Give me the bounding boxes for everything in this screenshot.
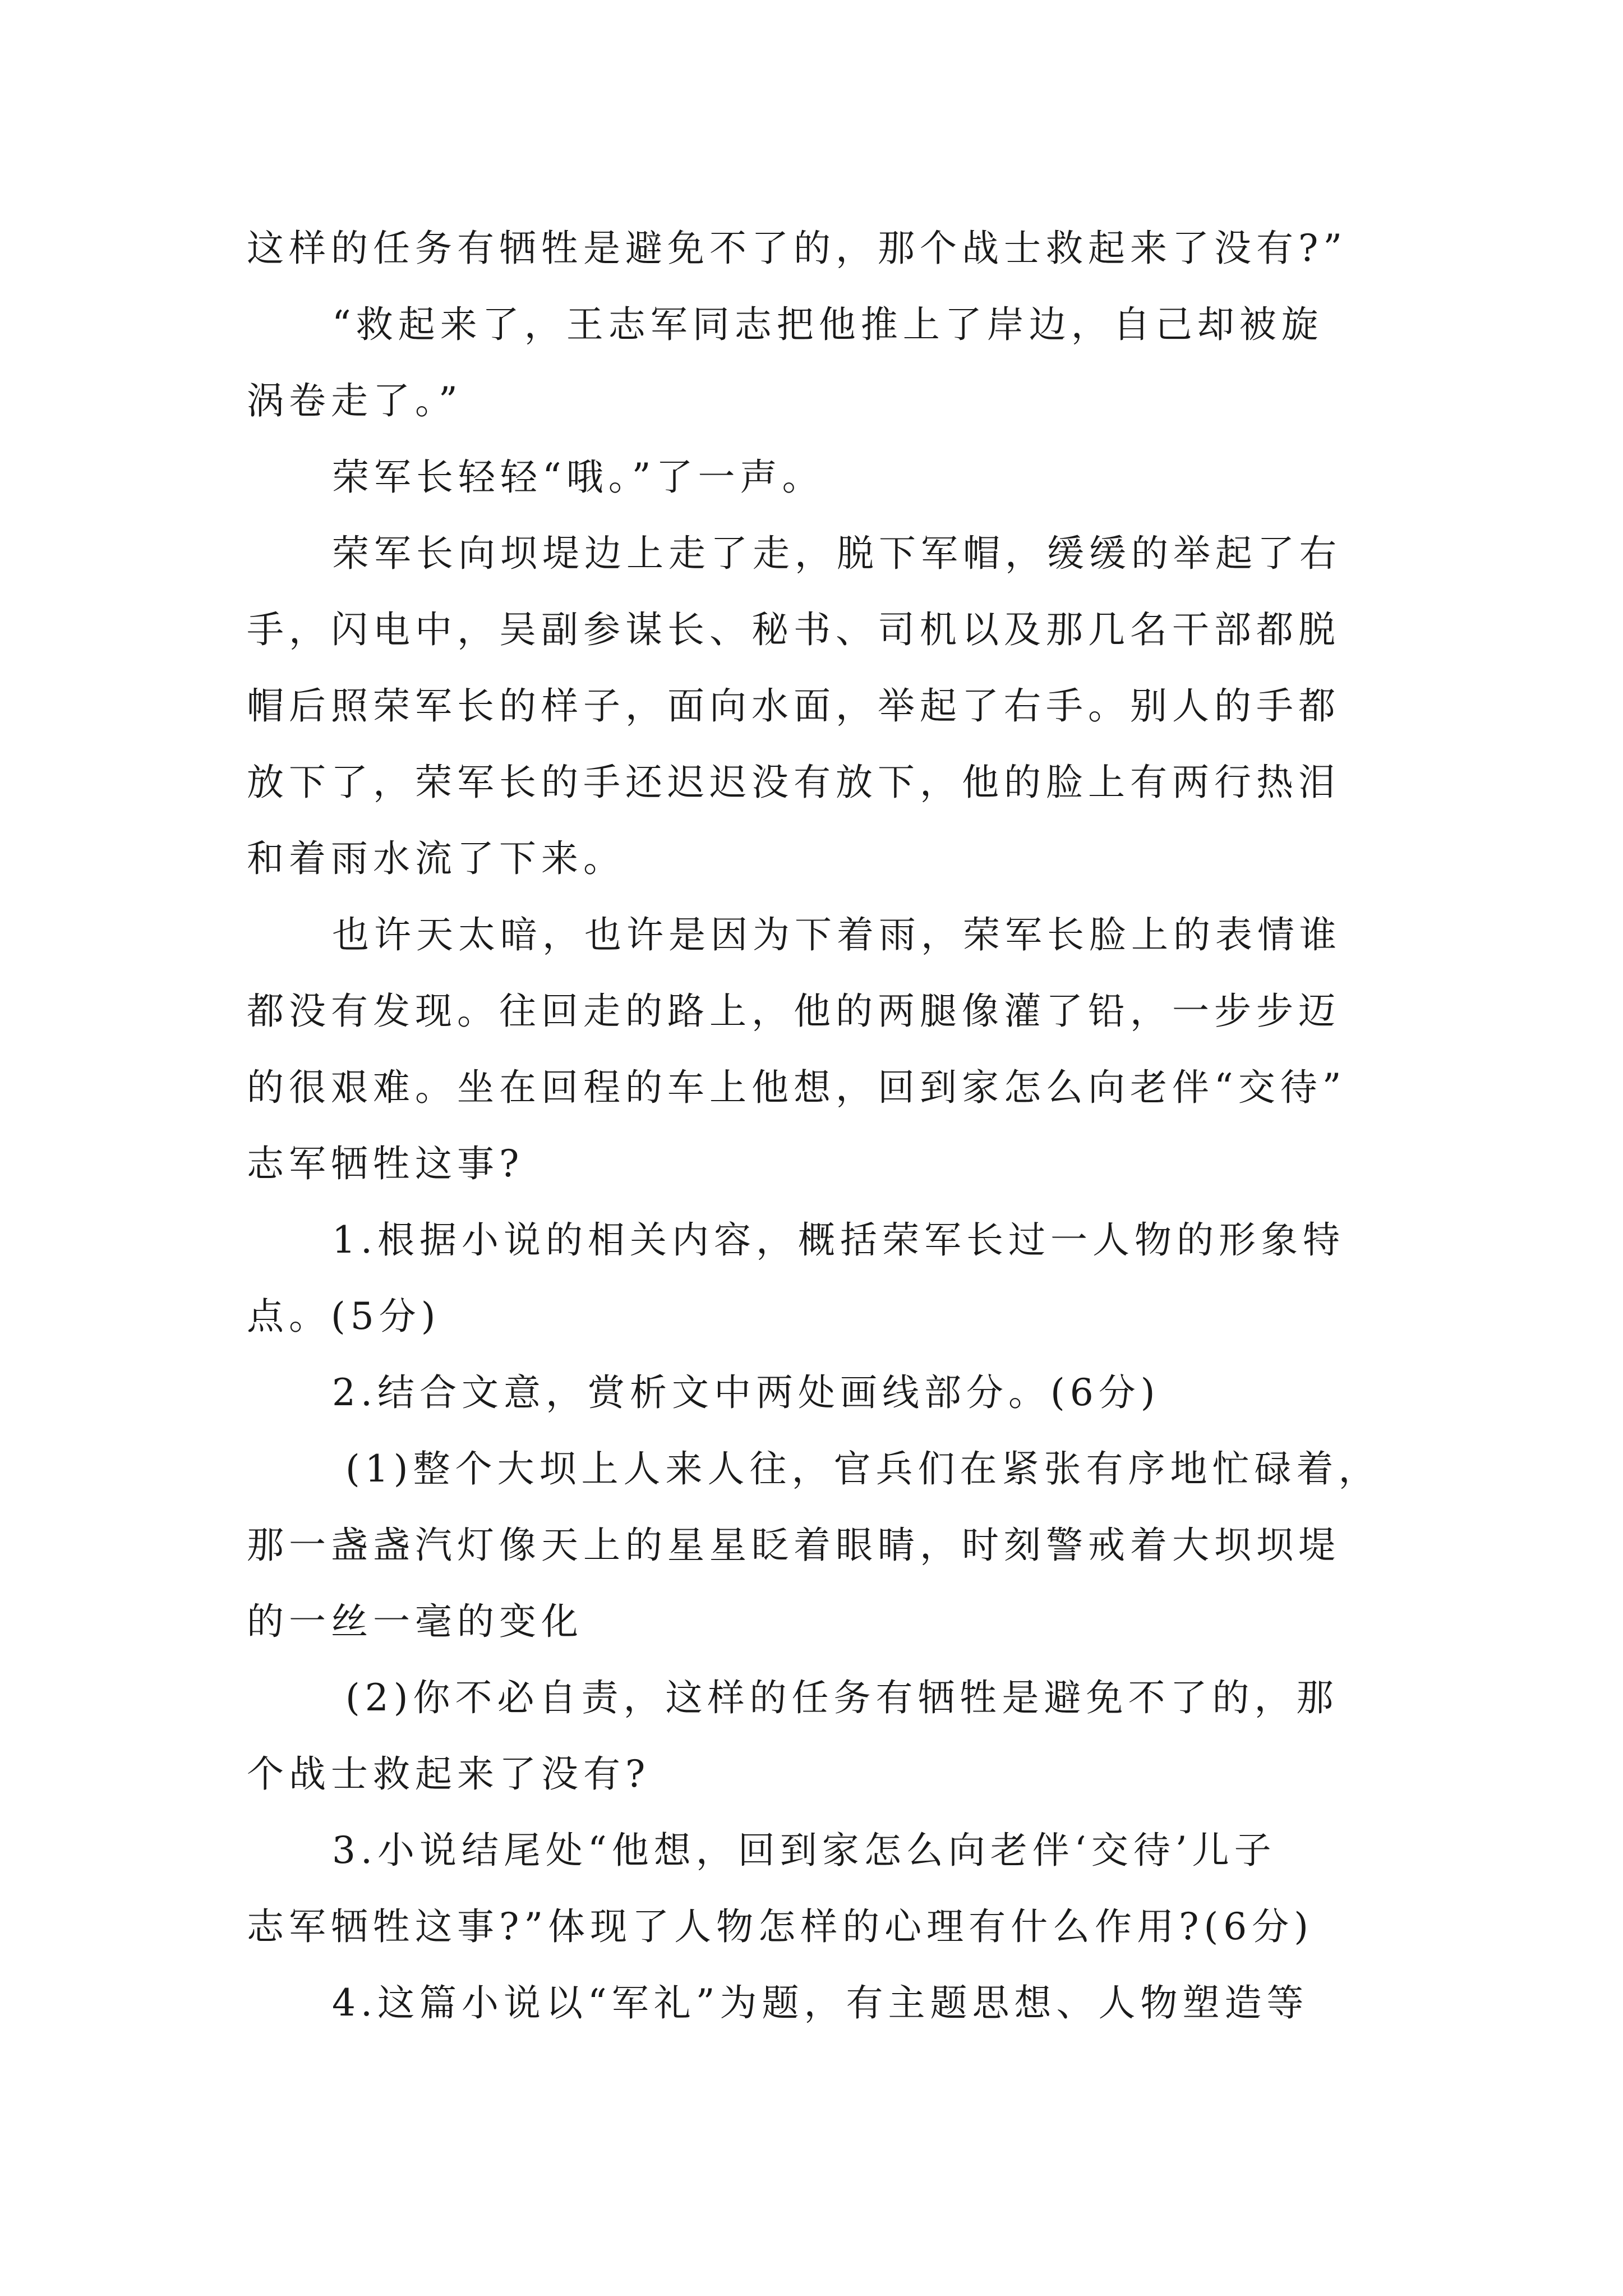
text-line: 帽后照荣军长的样子，面向水面，举起了右手。别人的手都 <box>247 684 1340 728</box>
question-2-part-2: (2)你不必自责，这样的任务有牺牲是避免不了的，那 <box>345 1676 1339 1719</box>
text-line: 都没有发现。往回走的路上，他的两腿像灌了铅，一步步迈 <box>247 990 1340 1033</box>
text-line: 放下了，荣军长的手还迟迟没有放下，他的脸上有两行热泪 <box>247 761 1340 804</box>
text-line: 涡卷走了。” <box>247 379 463 422</box>
document-body <box>247 210 1385 2041</box>
text-line: 的一丝一毫的变化 <box>247 1600 583 1643</box>
text-line: 和着雨水流了下来。 <box>247 837 625 880</box>
text-line: 荣军长向坝堤边上走了走，脱下军帽，缓缓的举起了右 <box>332 532 1341 575</box>
text-line: 个战士救起来了没有? <box>247 1752 651 1796</box>
text-line: 这样的任务有牺牲是避免不了的，那个战士救起来了没有?” <box>247 227 1348 270</box>
question-4: 4.这篇小说以“军礼”为题，有主题思想、人物塑造等 <box>332 1981 1309 2024</box>
question-3: 3.小说结尾处“他想，回到家怎么向老伴‘交待’儿子 <box>332 1829 1276 1872</box>
text-line: 也许天太暗，也许是因为下着雨，荣军长脸上的表情谁 <box>332 913 1341 956</box>
text-line: 那一盏盏汽灯像天上的星星眨着眼睛，时刻警戒着大坝坝堤 <box>247 1524 1340 1567</box>
text-line: 志军牺牲这事?”体现了人物怎样的心理有什么作用?(6分) <box>247 1905 1313 1948</box>
text-line: 点。(5分) <box>247 1295 441 1338</box>
text-line: “救起来了，王志军同志把他推上了岸边，自己却被旋 <box>332 303 1324 346</box>
text-line: 手，闪电中，吴副参谋长、秘书、司机以及那几名干部都脱 <box>247 608 1340 651</box>
question-2-part-1: (1)整个大坝上人来人往，官兵们在紧张有序地忙碌着， <box>345 1447 1381 1490</box>
text-line: 的很艰难。坐在回程的车上他想，回到家怎么向老伴“交待” <box>247 1066 1347 1109</box>
question-1: 1.根据小说的相关内容，概括荣军长过一人物的形象特 <box>332 1218 1345 1262</box>
text-line: 荣军长轻轻“哦。”了一声。 <box>332 455 824 499</box>
text-line: 志军牺牲这事? <box>247 1142 524 1185</box>
question-2: 2.结合文意，赏析文中两处画线部分。(6分) <box>332 1371 1160 1414</box>
